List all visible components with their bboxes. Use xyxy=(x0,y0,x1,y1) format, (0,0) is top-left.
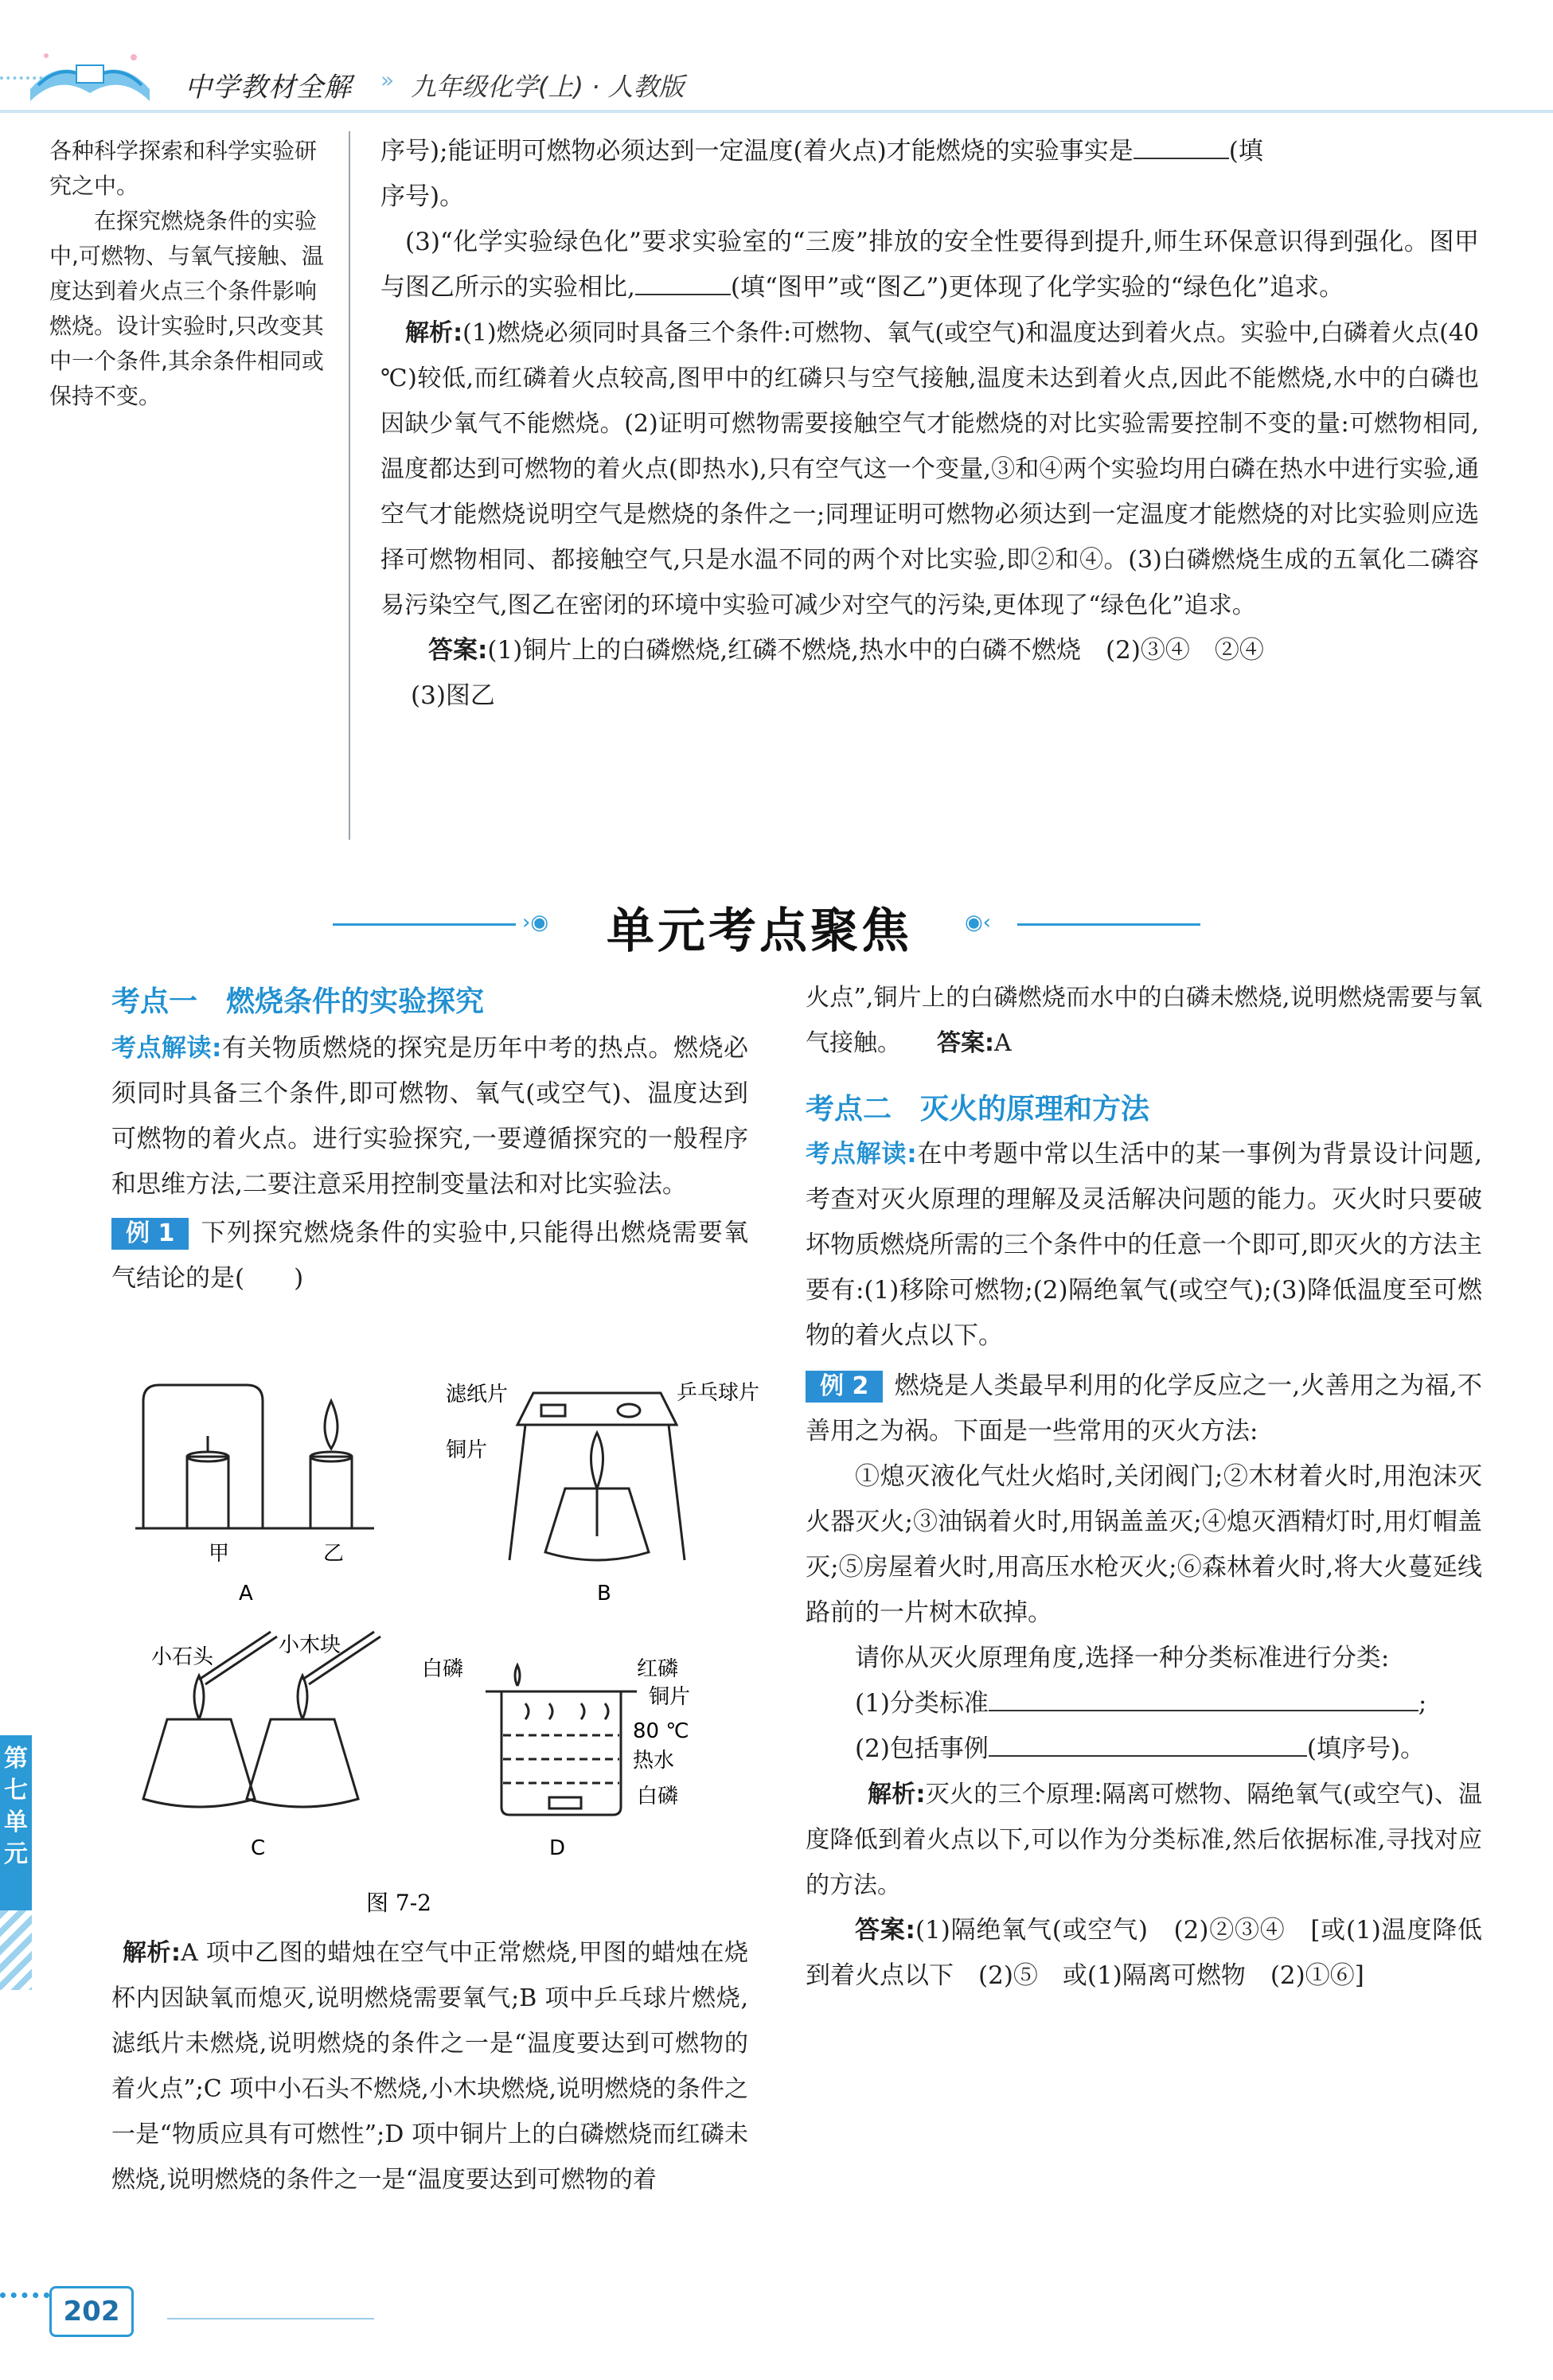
example-2-badge: 例 2 xyxy=(806,1371,883,1403)
answer-blank xyxy=(989,1736,1307,1757)
section-rule-left xyxy=(333,923,516,926)
column-divider xyxy=(349,131,350,840)
top-analysis: 解析:(1)燃烧必须同时具备三个条件:可燃物、氧气(或空气)和温度达到着火点。实验中,白磷着火点(40 ℃)较低,而红磷着火点较高,图甲中的红磷只与空气接触,温度未达到着火点,因此不能燃烧,水中的白磷也因缺少氧气不能燃烧。(2)证明可燃物需要接触空气才能燃烧的对比实验需要控制不变的量:可燃物相同,温度都达到可燃物的着火点(即热水),只有空气这一个变量,③和④两个实验均用白磷在热水中进行实验,通空气才能燃烧说明空气是燃烧的条件之一;同理证明可燃物必须达到一定温度才能燃烧的对比实验则应选择可燃物相同、都接触空气,只是水温不同的两个对比实验,即②和④。(3)白磷燃烧生成的五氧化二磷容易污染空气,图乙在密闭的环境中实验可减少对空气的污染,更体现了“绿色化”追求。 xyxy=(380,319,1479,619)
figure-d-copper: 铜片 xyxy=(649,1685,691,1709)
top-line2: 序号)。 xyxy=(380,182,465,211)
figure-a-apparatus xyxy=(135,1385,374,1528)
section-title: 单元考点聚焦 xyxy=(607,903,912,959)
right-column xyxy=(806,975,1482,1999)
footer-rule xyxy=(167,2318,374,2320)
figure-d-white-p: 白磷 xyxy=(422,1657,464,1681)
example-1-badge: 例 1 xyxy=(111,1218,189,1250)
figure-7-2 xyxy=(119,1369,760,1926)
example-1: 例 1 下列探究燃烧条件的实验中,只能得出燃烧需要氧气结论的是( ) xyxy=(111,1219,748,1293)
question-3: (3)“化学实验绿色化”要求实验室的“三废”排放的安全性要得到提升,师生环保意识得到强化。图甲与图乙所示的实验相比, (填“图甲”或“图乙”)更体现了化学实验的“绿色化”追求。 xyxy=(380,228,1479,302)
figure-a-label: A xyxy=(239,1582,253,1606)
book-logo-icon xyxy=(22,41,158,113)
answer-blank xyxy=(989,1691,1418,1711)
kp2-text: 考点解读:在中考题中常以生活中的某一事例为背景设计问题,考查对灭火原理的理解及灵活解决问题的能力。灭火时只要破坏物质燃烧所需的三个条件中的任意一个即可,即灭火的方法主要有:(1)移除可燃物;(2)隔绝氧气(或空气);(3)降低温度至可燃物的着火点以下。 xyxy=(806,1140,1482,1350)
kp2-title: 考点二 灭火的原理和方法 xyxy=(806,1093,1150,1126)
side-note-p2: 在探究燃烧条件的实验中,可燃物、与氧气接触、温度达到着火点三个条件影响燃烧。设计实验时,只改变其中一个条件,其余条件相同或保持不变。 xyxy=(49,208,324,409)
chapter-tab-text: 第七单元 xyxy=(4,1745,28,1868)
example-2-list: ①熄灭液化气灶火焰时,关闭阀门;②木材着火时,用泡沫灭火器灭火;③油锅着火时,用锅盖盖灭;④熄灭酒精灯时,用灯帽盖灭;⑤房屋着火时,用高压水枪灭火;⑥森林着火时,将大火蔓延线路前的一片树木砍掉。 xyxy=(806,1462,1482,1627)
figure-a-yi: 乙 xyxy=(323,1542,345,1566)
header-brand: 中学教材全解 xyxy=(185,72,352,103)
section-arrow-left-icon: ◉‹ xyxy=(965,911,992,934)
footer-dots xyxy=(0,2292,49,2304)
figure-d-label: D xyxy=(549,1836,566,1860)
figure-d-white-p-2: 白磷 xyxy=(637,1785,679,1808)
figure-d-apparatus xyxy=(486,1665,637,1815)
chapter-tab-stripes xyxy=(0,1910,32,1990)
figure-b-filter-paper: 滤纸片 xyxy=(446,1383,509,1407)
figure-c-label: C xyxy=(251,1836,266,1860)
header-subtitle: 九年级化学(上) · 人教版 xyxy=(411,72,685,102)
example-2-ask: 请你从灭火原理角度,选择一种分类标准进行分类: xyxy=(855,1644,1390,1672)
section-arrow-right-icon: ›◉ xyxy=(522,911,549,934)
figure-c-stone: 小石头 xyxy=(151,1645,214,1669)
page-number: 202 xyxy=(49,2286,134,2337)
example-2-q2: (2)包括事例 (填序号)。 xyxy=(855,1734,1426,1763)
top-answer: 答案:(1)铜片上的白磷燃烧,红磷不燃烧,热水中的白磷不燃烧 (2)③④ ②④ xyxy=(428,636,1264,665)
side-note xyxy=(49,134,328,414)
figure-d-hot-water: 热水 xyxy=(633,1749,675,1773)
right-answer: 答案:(1)隔绝氧气(或空气) (2)②③④ [或(1)温度降低到着火点以下 (2)⑤ 或(1)隔离可燃物 (2)①⑥] xyxy=(806,1916,1482,1990)
kp1-title: 考点一 燃烧条件的实验探究 xyxy=(111,985,485,1018)
figure-b-apparatus xyxy=(509,1393,685,1560)
example-2-q1: (1)分类标准 ; xyxy=(855,1689,1427,1718)
figure-a-jia: 甲 xyxy=(209,1542,230,1566)
section-rule-right xyxy=(1017,923,1200,926)
answer-blank xyxy=(635,275,731,295)
left-analysis-block xyxy=(111,1930,748,2202)
header-rule xyxy=(0,110,1553,113)
figure-d-temp: 80 ℃ xyxy=(633,1719,689,1743)
figure-d-red-p: 红磷 xyxy=(637,1657,679,1681)
right-analysis: 解析:灭火的三个原理:隔离可燃物、隔绝氧气(或空气)、温度降低到着火点以下,可以作为分类标准,然后依据标准,寻找对应的方法。 xyxy=(806,1781,1483,1899)
side-note-p1: 各种科学探索和科学实验研究之中。 xyxy=(49,138,318,199)
figure-b-label: B xyxy=(597,1582,611,1606)
kp1-text: 考点解读:有关物质燃烧的探究是历年中考的热点。燃烧必须同时具备三个条件,即可燃物、氧气(或空气)、温度达到可燃物的着火点。进行实验探究,一要遵循探究的一般程序和思维方法,二要注意采用控制变量法和对比实验法。 xyxy=(111,1034,748,1199)
answer-blank xyxy=(1134,139,1229,159)
figure-caption: 图 7-2 xyxy=(366,1890,431,1916)
left-column xyxy=(111,979,748,1301)
top-answer-2: (3)图乙 xyxy=(411,681,495,710)
top-line1: 序号);能证明可燃物必须达到一定温度(着火点)才能燃烧的实验事实是 (填 xyxy=(380,137,1263,166)
right-cont: 火点”,铜片上的白磷燃烧而水中的白磷未燃烧,说明燃烧需要与氧气接触。 答案:A xyxy=(806,984,1482,1057)
figure-b-pingpang: 乒乓球片 xyxy=(677,1381,760,1405)
top-content xyxy=(380,129,1479,719)
example-2: 例 2 燃烧是人类最早利用的化学反应之一,火善用之为福,不善用之为祸。下面是一些常用的灭火方法: xyxy=(806,1371,1482,1446)
figure-c-wood: 小木块 xyxy=(279,1633,341,1657)
figure-b-copper: 铜片 xyxy=(446,1438,488,1462)
header-separator-icon: » xyxy=(380,67,395,93)
left-analysis: 解析:A 项中乙图的蜡烛在空气中正常燃烧,甲图的蜡烛在烧杯内因缺氧而熄灭,说明燃烧需要氧气;B 项中乒乓球片燃烧,滤纸片未燃烧,说明燃烧的条件之一是“温度要达到可燃物的着火点”;C 项中小石头不燃烧,小木块燃烧,说明燃烧的条件之一是“物质应具有可燃性”;D 项中铜片上的白磷燃烧而红磷未燃烧,说明燃烧的条件之一是“温度要达到可燃物的着 xyxy=(111,1939,748,2194)
